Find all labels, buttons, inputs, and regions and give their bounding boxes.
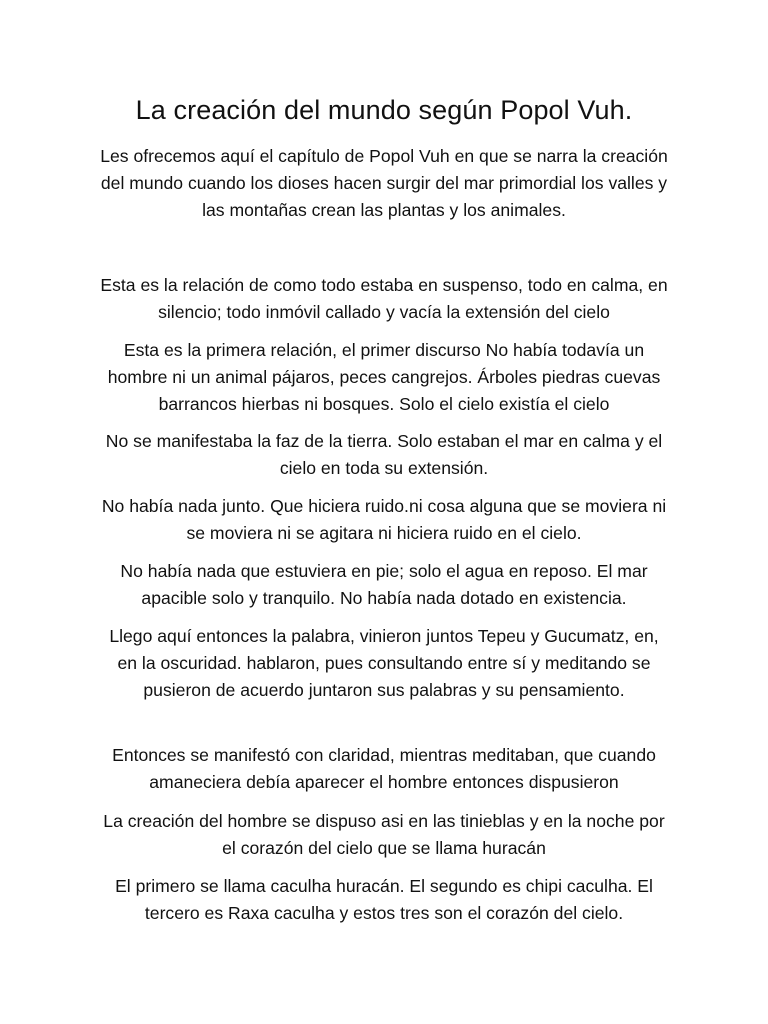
body-paragraph-1: Esta es la relación de como todo estaba en suspenso, todo en calma, en silencio; todo inmóvil callado y vacía la extensión del cielo	[100, 275, 668, 322]
body-paragraph-7: Entonces se manifestó con claridad, mientras meditaban, que cuando amaneciera debía aparecer el hombre entonces dispusieron	[112, 745, 656, 792]
body-paragraph-5: No había nada que estuviera en pie; solo el agua en reposo. El mar apacible solo y tranquilo. No había nada dotado en existencia.	[120, 561, 648, 608]
body-paragraph-6: Llego aquí entonces la palabra, vinieron juntos Tepeu y Gucumatz, en, en la oscuridad. hablaron, pues consultando entre sí y meditando se pusieron de acuerdo juntaron sus palabras y su pensamiento.	[109, 626, 659, 700]
body-paragraph-4: No había nada junto. Que hiciera ruido.ni cosa alguna que se moviera ni se moviera ni se agitara ni hiciera ruido en el cielo.	[101, 496, 667, 543]
intro-paragraph: Les ofrecemos aquí el capítulo de Popol Vuh en que se narra la creación del mundo cuando los dioses hacen surgir del mar primordial los valles y las montañas crean las plantas y los animales.	[100, 146, 668, 220]
body-paragraph-2: Esta es la primera relación, el primer discurso No había todavía un hombre ni un animal pájaros, peces cangrejos. Árboles piedras cuevas barrancos hierbas ni bosques. Solo el cielo existía el cielo	[107, 340, 661, 414]
body-paragraph-3: No se manifestaba la faz de la tierra. Solo estaban el mar en calma y el cielo en toda su extensión.	[105, 431, 663, 478]
body-paragraph-9: El primero se llama caculha huracán. El segundo es chipi caculha. El tercero es Raxa caculha y estos tres son el corazón del cielo.	[115, 876, 653, 923]
body-paragraph-8: La creación del hombre se dispuso asi en las tinieblas y en la noche por el corazón del cielo que se llama huracán	[103, 811, 665, 858]
document-title: La creación del mundo según Popol Vuh.	[135, 95, 633, 125]
